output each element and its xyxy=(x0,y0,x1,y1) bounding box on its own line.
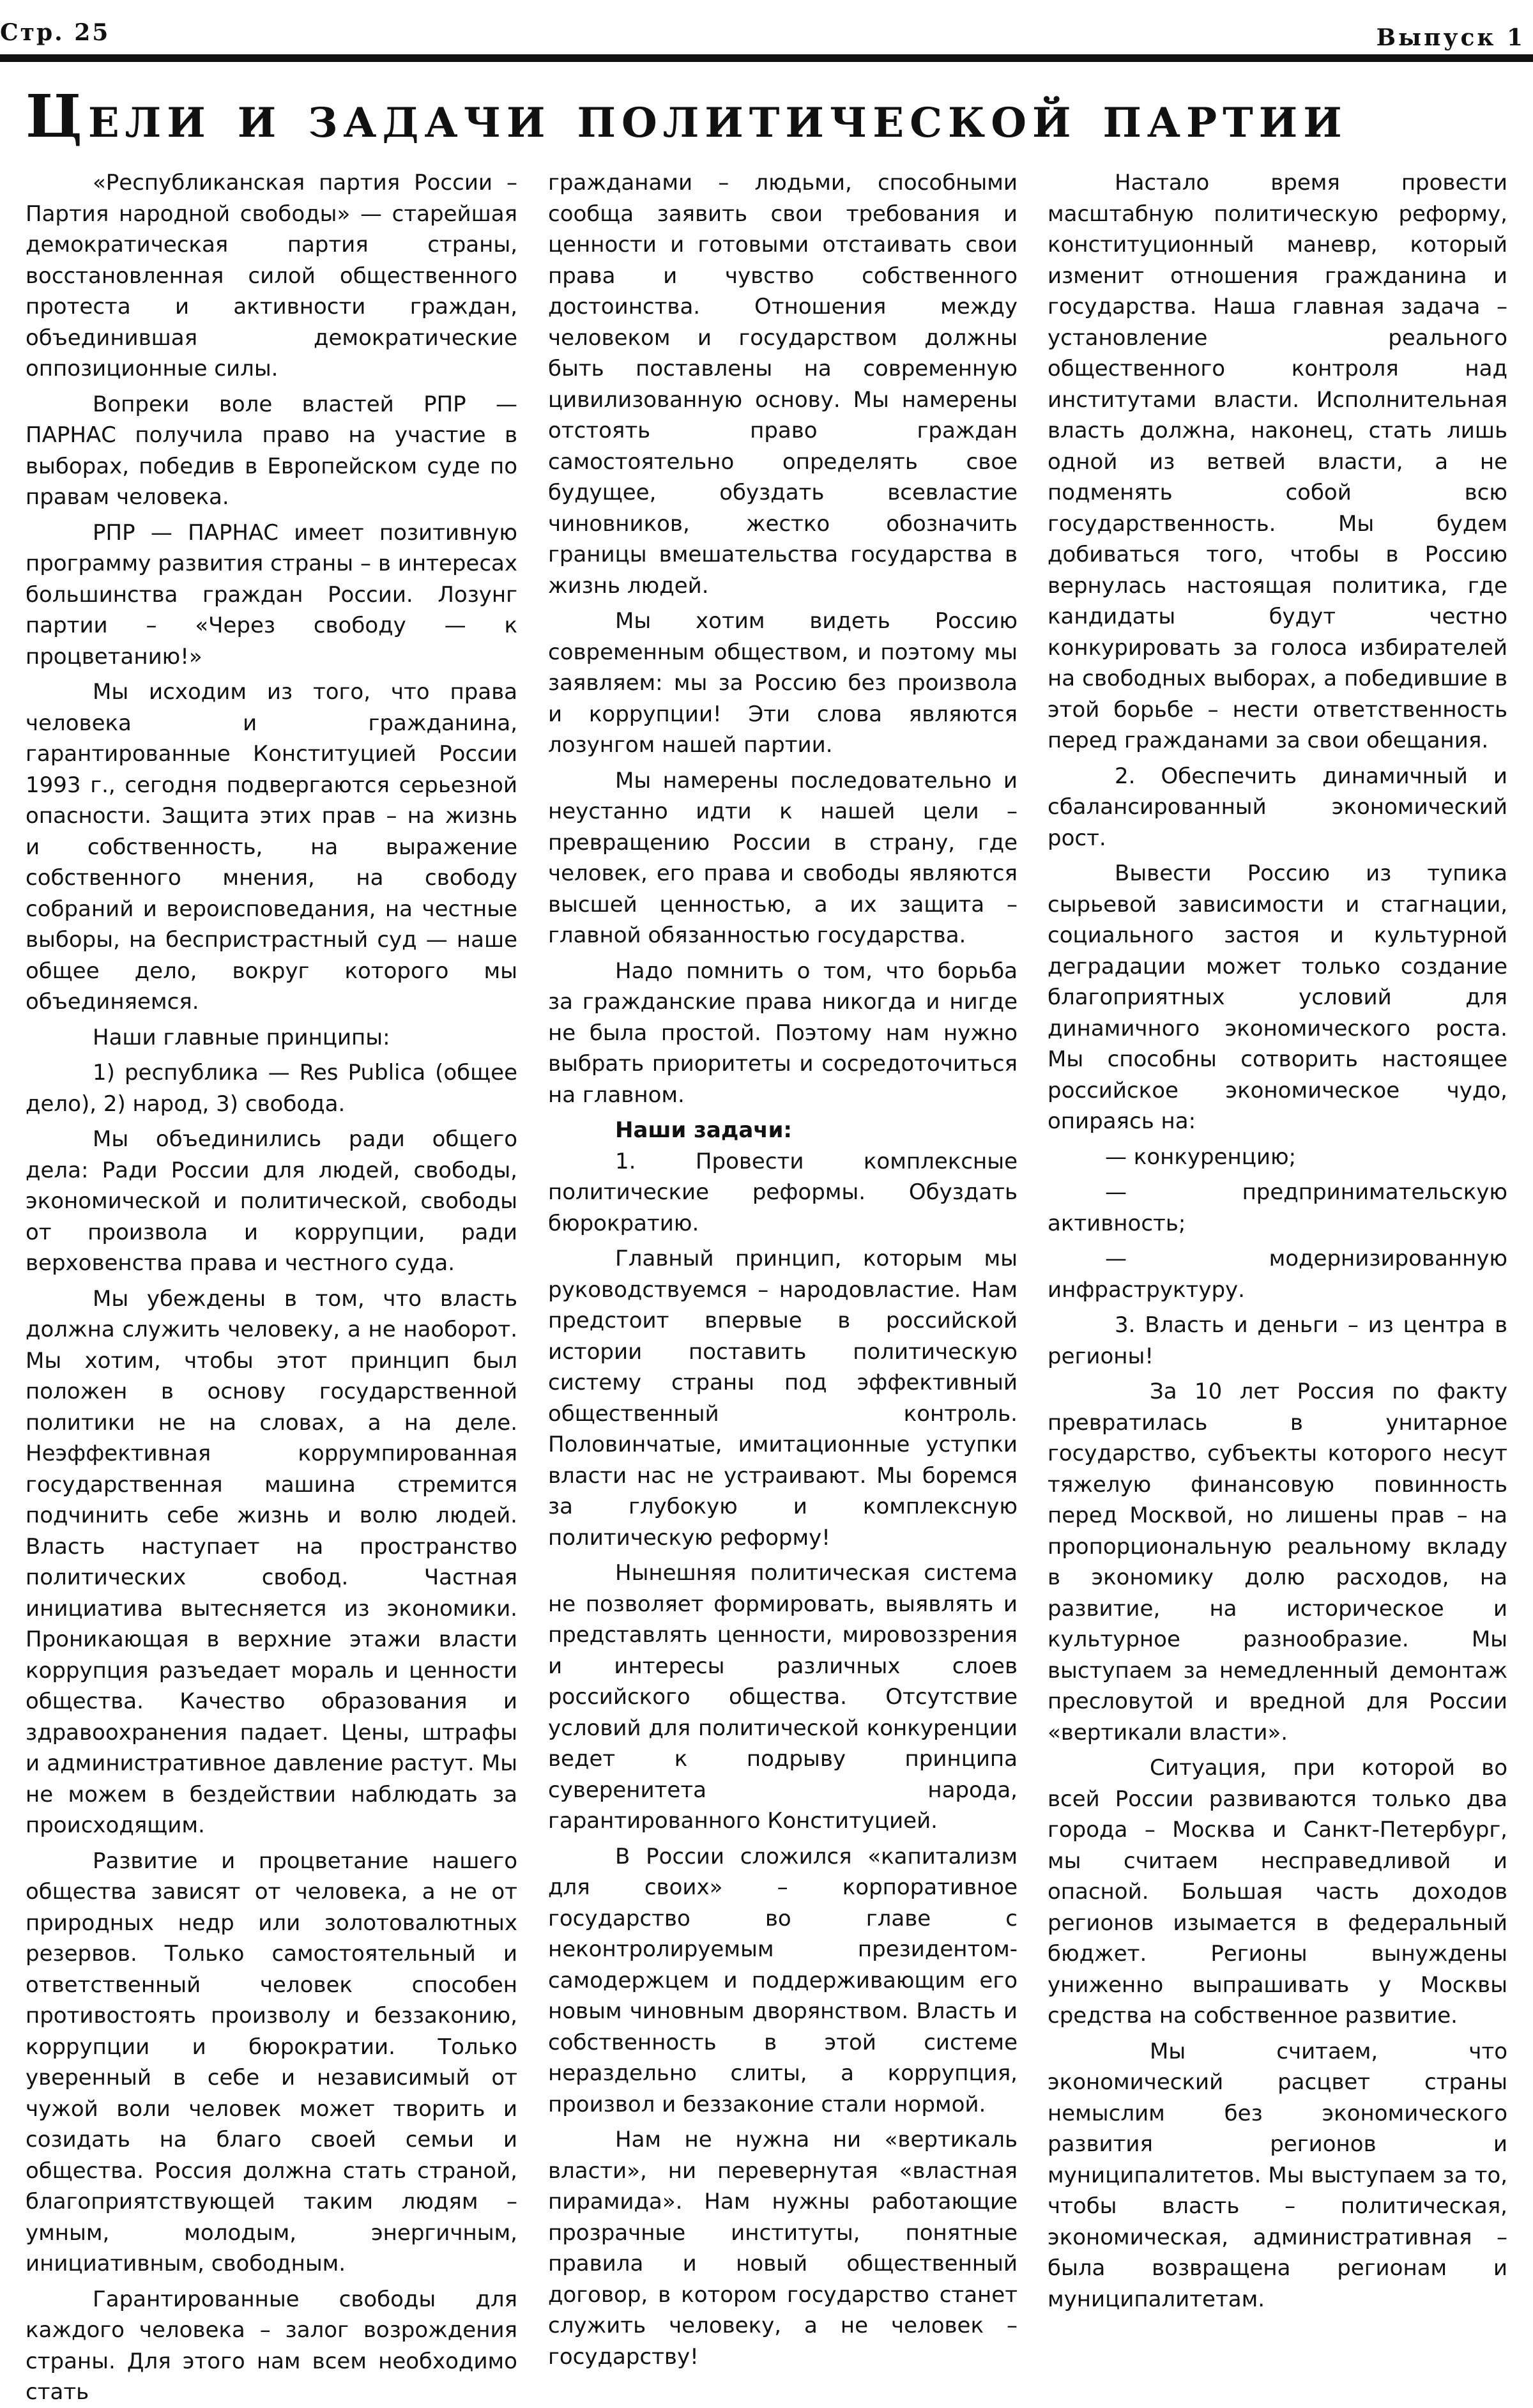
list-item: — конкуренцию; xyxy=(1105,1144,1297,1170)
paragraph: РПР — ПАРНАС имеет позитивную программу развития страны – в интересах большинства граждан России. Лозунг партии – «Через свободу — к процветанию!» xyxy=(26,519,517,670)
paragraph: Главный принцип, которым мы руководствуемся – народовластие. Нам предстоит впервые в российской истории поставить политическую систему страны под эффективный общественный контроль. Половинчатые, имитационные уступки власти нас не устраивают. Мы боремся за глубокую и комплексную политическую реформу! xyxy=(548,1246,1018,1551)
page-number: Стр. 25 xyxy=(0,19,111,46)
paragraph: Мы считаем, что экономический расцвет страны немыслим без экономического развития регионов и муниципалитетов. Мы выступаем за то, чтобы власть – политическая, экономическая, административная – была возвращена регионам и муниципалитетам. xyxy=(1048,2038,1507,2312)
list-item: — модернизированную инфраструктуру. xyxy=(1048,1246,1507,1303)
paragraph: Вывести Россию из тупика сырьевой зависимости и стагнации, социального застоя и культурной деградации может только создание благоприятных условий для динамичного экономического роста. Мы способны сотворить настоящее российское экономическое чудо, опираясь на: xyxy=(1048,861,1507,1134)
paragraph: Мы убеждены в том, что власть должна служить человеку, а не наоборот. Мы хотим, чтобы этот принцип был положен в основу государственной политики не на словах, а на деле. Неэффективная коррумпированная государственная машина стремится подчинить себе жизнь и волю людей. Власть наступает на пространство политических свобод. Частная инициатива вытесняется из экономики. Проникающая в верхние этажи власти коррупция разъедает мораль и ценности общества. Качество образования и здравоохранения падает. Цены, штрафы и административное давление растут. Мы не можем в бездействии наблюдать за происходящим. xyxy=(26,1285,517,1838)
header-rule xyxy=(0,54,1533,62)
paragraph: гражданами – людьми, способными сообща заявить свои требования и ценности и готовыми отстаивать свои права и чувство собственного достоинства. Отношения между человеком и государством должны быть поставлены на современную цивилизованную основу. Мы намерены отстоять право граждан самостоятельно определять свое будущее, обуздать всевластие чиновников, жестко обозначить границы вмешательства государства в жизнь людей. xyxy=(548,170,1018,599)
paragraph: За 10 лет Россия по факту превратилась в унитарное государство, субъекты которого несут тяжелую финансовую повинность перед Москвой, но лишены прав – на пропорциональную реальному вкладу в экономику долю расходов, на развитие, на историческое и культурное разнообразие. Мы выступаем за немедленный демонтаж пресловутой и вредной для России «вертикали власти». xyxy=(1048,1379,1507,1745)
paragraph: 1. Провести комплексные политические реформы. Обуздать бюрократию. xyxy=(548,1148,1018,1236)
paragraph: Настало время провести масштабную политическую реформу, конституционный маневр, который изменит отношения гражданина и государства. Наша главная задача – установление реального общественного контроля над институтами власти. Исполнительная власть должна, наконец, стать лишь одной из ветвей власти, а не подменять собой всю государственность. Мы будем добиваться того, чтобы в Россию вернулась настоящая политика, где кандидаты будут честно конкурировать за голоса избирателей на свободных выборах, а победившие в этой борьбе – нести ответственность перед гражданами за свои обещания. xyxy=(1048,170,1507,753)
issue-number: Выпуск 1 xyxy=(1376,24,1525,51)
paragraph: 3. Власть и деньги – из центра в регионы! xyxy=(1048,1312,1507,1369)
article-title: Цели и задачи политической партии xyxy=(26,82,1348,151)
paragraph: Мы намерены последовательно и неустанно идти к нашей цели – превращению России в страну, где человек, его права и свободы являются высшей ценностью, а их защита – главной обязанностью государства. xyxy=(548,767,1018,948)
paragraph: Нынешняя политическая система не позволяет формировать, выявлять и представлять ценности, мировоззрения и интересы различных слоев российского общества. Отсутствие условий для политической конкуренции ведет к подрыву принципа суверенитета народа, гарантированного Конституцией. xyxy=(548,1560,1018,1834)
paragraph: Ситуация, при которой во всей России развиваются только два города – Москва и Санкт-Петербург, мы считаем несправедливой и опасной. Большая часть доходов регионов изымается в федеральный бюджет. Регионы вынуждены униженно выпрашивать у Москвы средства на собственное развитие. xyxy=(1048,1755,1507,2028)
paragraph: Мы хотим видеть Россию современным обществом, и поэтому мы заявляем: мы за Россию без произвола и коррупции! Эти слова являются лозунгом нашей партии. xyxy=(548,608,1018,758)
paragraph: Мы объединились ради общего дела: Ради России для людей, свободы, экономической и политической, свободы от произвола и коррупции, ради верховенства права и честного суда. xyxy=(26,1126,517,1276)
column-3 xyxy=(1048,167,1507,2312)
paragraph: Гарантированные свободы для каждого человека – залог возрождения страны. Для этого нам всем необходимо стать xyxy=(26,2286,517,2405)
paragraph: Надо помнить о том, что борьба за гражданские права никогда и нигде не была простой. Поэтому нам нужно выбрать приоритеты и сосредоточиться на главном. xyxy=(548,958,1018,1108)
paragraph: Нам не нужна ни «вертикаль власти», ни перевернутая «властная пирамида». Нам нужны работающие прозрачные институты, понятные правила и новый общественный договор, в котором государство станет служить человеку, а не человек – государству! xyxy=(548,2127,1018,2370)
column-2 xyxy=(548,167,1018,2370)
column-1 xyxy=(26,167,517,2405)
paragraph: 1) республика — Res Publica (общее дело), 2) народ, 3) свобода. xyxy=(26,1060,517,1117)
paragraph: Вопреки воле властей РПР — ПАРНАС получила право на участие в выборах, победив в Европейском суде по правам человека. xyxy=(26,391,517,510)
paragraph: 2. Обеспечить динамичный и сбалансированный экономический рост. xyxy=(1048,763,1507,851)
paragraph: В России сложился «капитализм для своих» – корпоративное государство во главе с неконтролируемым президентом-самодержцем и поддерживающим его новым чиновным дворянством. Власть и собственность в этой системе нераздельно слиты, а коррупция, произвол и беззаконие стали нормой. xyxy=(548,1843,1018,2117)
paragraph: Развитие и процветание нашего общества зависят от человека, а не от природных недр или золотовалютных резервов. Только самостоятельный и ответственный человек способен противостоять произволу и беззаконию, коррупции и бюрократии. Только уверенный в себе и независимый от чужой воли человек может творить и созидать на благо своей семьи и общества. Россия должна стать страной, благоприятствующей таким людям – умным, молодым, энергичным, инициативным, свободным. xyxy=(26,1848,517,2276)
list-item: — предпринимательскую активность; xyxy=(1048,1179,1507,1236)
paragraph: Наши главные принципы: xyxy=(93,1024,390,1050)
section-heading: Наши задачи: xyxy=(615,1117,793,1143)
paragraph: «Республиканская партия России – Партия народной свободы» — старейшая демократическая партия страны, восстановленная силой общественного протеста и активности граждан, объединившая демократические оппозиционные силы. xyxy=(26,170,517,381)
paragraph: Мы исходим из того, что права человека и гражданина, гарантированные Конституцией России 1993 г., сегодня подвергаются серьезной опасности. Защита этих прав – на жизнь и собственность, на выражение собственного мнения, на свободу собраний и вероисповедания, на честные выборы, на беспристрастный суд — наше общее дело, вокруг которого мы объединяемся. xyxy=(26,679,517,1015)
